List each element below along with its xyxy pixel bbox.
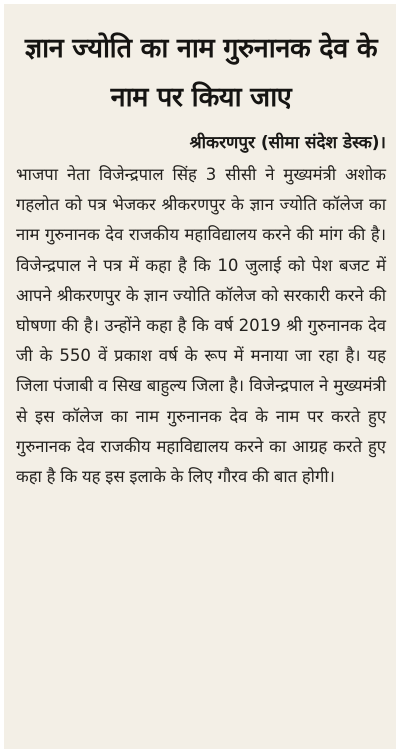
article-body: भाजपा नेता विजेन्द्रपाल सिंह 3 सीसी ने मुख्यमंत्री अशोक गहलोत को पत्र भेजकर श्रीकरणपुर के ज्ञान ज्योति कॉलेज का नाम गुरुनानक देव राजकीय महाविद्यालय करने की मांग की है। विजेन्द्रपाल ने पत्र में कहा है कि 10 जुलाई को पेश बजट में आपने श्रीकरणपुर के ज्ञान ज्योति कॉलेज को सरकारी करने की घोषणा की है। उन्होंने कहा है कि वर्ष 2019 श्री गुरुनानक देव जी के 550 वें प्रकाश वर्ष के रूप में मनाया जा रहा है। यह जिला पंजाबी व सिख बाहुल्य जिला है। विजेन्द्रपाल ने मुख्यमंत्री से इस कॉलेज का नाम गुरुनानक देव के नाम पर करते हुए गुरुनानक देव राजकीय महाविद्यालय करने का आग्रह करते हुए कहा है कि यह इस इलाके के लिए गौरव की बात होगी। — [16, 165, 386, 487]
article-byline: श्रीकरणपुर (सीमा संदेश डेस्क)। — [189, 133, 386, 153]
newspaper-clipping — [4, 4, 396, 749]
article-headline: ज्ञान ज्योति का नाम गुरुनानक देव के नाम पर किया जाए — [24, 33, 378, 113]
